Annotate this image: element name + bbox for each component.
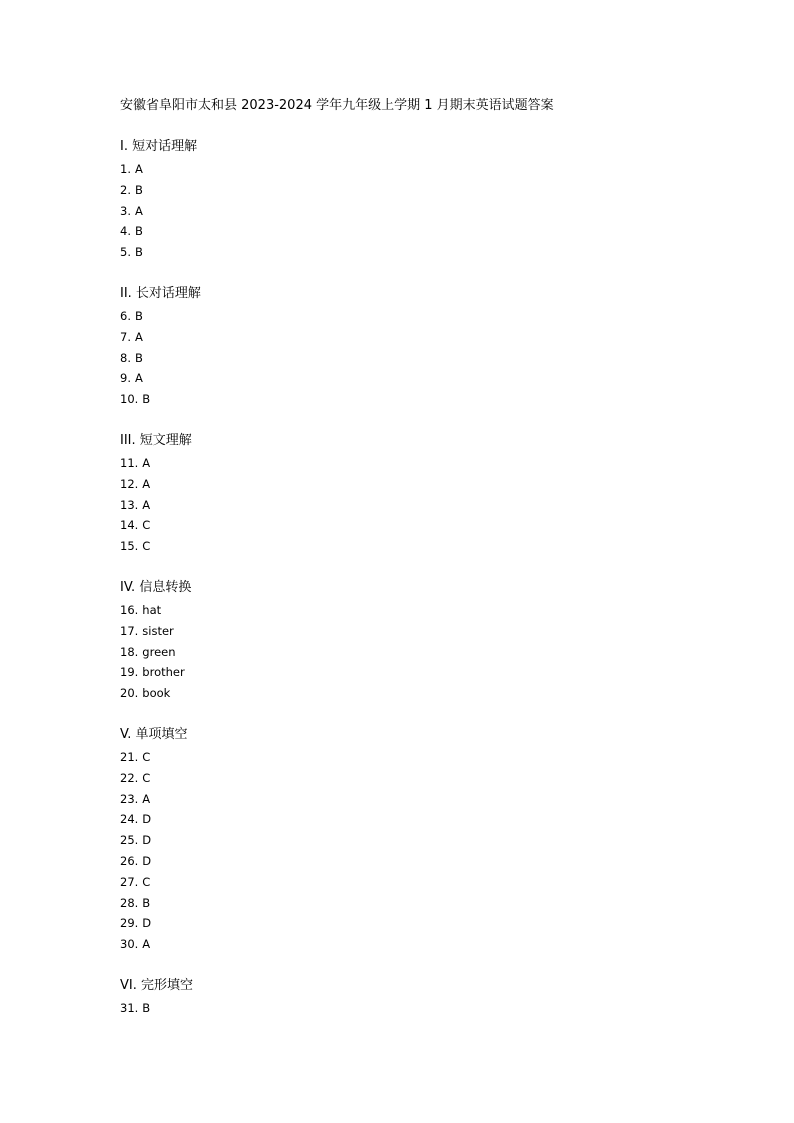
answer-value: green [142,644,176,659]
answer-item [120,662,740,683]
answer-number: 23. [120,791,139,806]
answer-value: hat [142,602,162,617]
answer-value: C [142,539,151,554]
answer-item [120,934,740,955]
answer-number: 30. [120,937,139,952]
answer-number: 18. [120,644,139,659]
answer-number: 12. [120,476,139,491]
answer-value: B [134,245,143,260]
answer-value: B [142,895,151,910]
answer-value: A [134,329,143,344]
document-page [120,96,740,1040]
answer-number: 28. [120,895,139,910]
section-heading: V. 单项填空 [120,726,188,742]
answer-value: C [142,749,151,764]
answer-section [120,137,740,263]
answer-number: 25. [120,833,139,848]
answer-number: 27. [120,874,139,889]
answer-item [120,495,740,516]
answer-item [120,389,740,410]
answer-list [120,306,740,410]
answer-value: B [142,392,151,407]
answer-section [120,578,740,704]
document-title: 安徽省阜阳市太和县 2023-2024 学年九年级上学期 1 月期末英语试题答案 [120,98,554,113]
answer-number: 3. [120,203,131,218]
answer-value: D [142,853,152,868]
answer-value: C [142,518,151,533]
answer-number: 7. [120,329,131,344]
answer-number: 24. [120,812,139,827]
answer-number: 17. [120,623,139,638]
answer-number: 16. [120,602,139,617]
answer-value: book [142,686,171,701]
answer-item [120,242,740,263]
answer-number: 8. [120,350,131,365]
answer-item [120,683,740,704]
answer-number: 31. [120,1000,139,1015]
answer-value: C [142,770,151,785]
answer-number: 11. [120,455,139,470]
answer-value: B [134,224,143,239]
answer-number: 21. [120,749,139,764]
section-heading: VI. 完形填空 [120,977,193,993]
answer-item [120,201,740,222]
answer-item [120,600,740,621]
answer-item [120,913,740,934]
answer-number: 26. [120,853,139,868]
answer-number: 9. [120,371,131,386]
answer-value: A [142,455,151,470]
answer-value: A [142,791,151,806]
answer-item [120,368,740,389]
answer-item [120,747,740,768]
section-heading: I. 短对话理解 [120,139,198,154]
answer-number: 14. [120,518,139,533]
answer-value: sister [142,623,174,638]
answer-value: B [134,308,143,323]
answer-number: 20. [120,686,139,701]
answer-value: A [142,497,151,512]
answer-value: C [142,874,151,889]
answer-item [120,872,740,893]
answer-value: D [142,916,152,931]
answer-number: 6. [120,308,131,323]
answer-section [120,976,740,1019]
answer-item [120,327,740,348]
answer-number: 13. [120,497,139,512]
answer-section [120,725,740,955]
answer-item [120,180,740,201]
answer-number: 15. [120,539,139,554]
answer-list [120,159,740,263]
answer-item [120,642,740,663]
answer-list [120,747,740,955]
answer-number: 29. [120,916,139,931]
answer-number: 19. [120,665,139,680]
answer-item [120,453,740,474]
answer-value: B [134,350,143,365]
answer-item [120,893,740,914]
answer-value: A [142,476,151,491]
answer-number: 22. [120,770,139,785]
answer-item [120,348,740,369]
answer-item [120,830,740,851]
answer-item [120,998,740,1019]
answer-item [120,809,740,830]
answer-item [120,159,740,180]
answer-item [120,621,740,642]
answer-list [120,453,740,557]
answer-number: 5. [120,245,131,260]
answer-item [120,789,740,810]
answer-item [120,515,740,536]
answer-value: D [142,812,152,827]
answer-value: A [134,203,143,218]
answer-value: A [142,937,151,952]
answer-list [120,998,740,1019]
sections-container [120,137,740,1019]
answer-value: B [142,1000,151,1015]
answer-number: 4. [120,224,131,239]
answer-section [120,431,740,557]
answer-number: 10. [120,392,139,407]
answer-item [120,768,740,789]
answer-value: brother [142,665,185,680]
answer-number: 1. [120,162,131,176]
answer-item [120,851,740,872]
answer-item [120,474,740,495]
section-heading: III. 短文理解 [120,432,192,448]
answer-value: A [134,162,143,176]
section-heading: II. 长对话理解 [120,285,201,301]
answer-item [120,536,740,557]
answer-value: A [134,371,143,386]
section-heading: IV. 信息转换 [120,579,192,595]
answer-value: B [134,182,143,197]
answer-item [120,221,740,242]
answer-list [120,600,740,704]
answer-section [120,284,740,410]
answer-number: 2. [120,182,131,197]
answer-item [120,306,740,327]
answer-value: D [142,833,152,848]
